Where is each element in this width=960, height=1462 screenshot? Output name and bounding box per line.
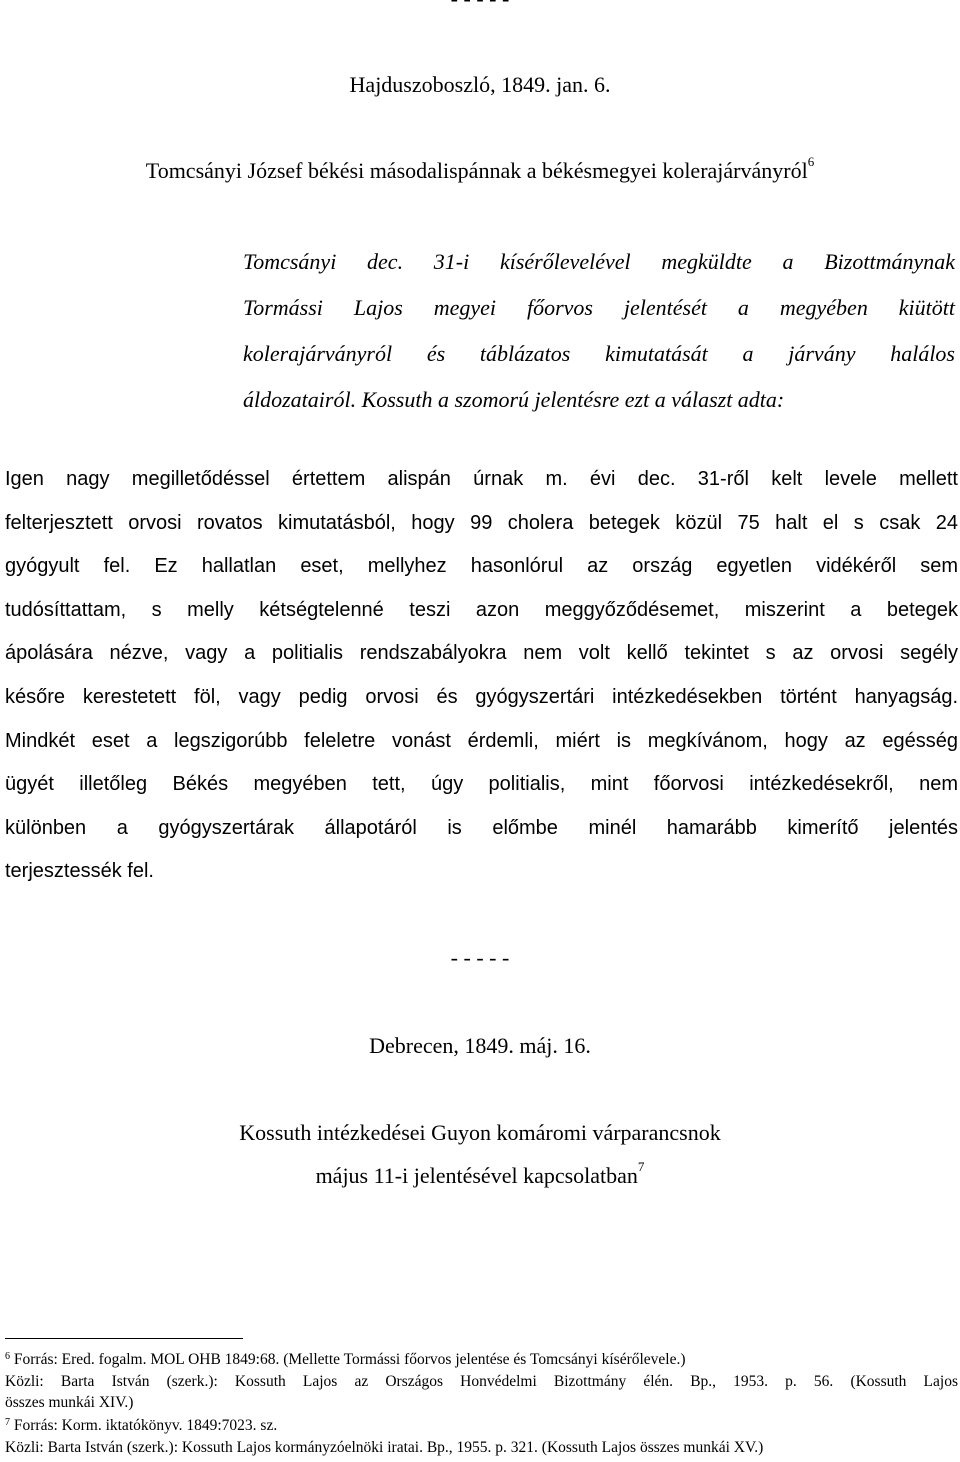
footnote-ref-6: 6 [807, 154, 815, 169]
summary-line: áldozatairól. Kossuth a szomorú jelentésre ezt a választ adta: [243, 387, 785, 412]
document-title-text: május 11-i jelentésével kapcsolatban [315, 1163, 638, 1188]
footnote-6-published: Közli: Barta István (szerk.): Kossuth Lajos az Országos Honvédelmi Bizottmány élén. Bp., 1953. p. 56. (Kossuth Lajos [5, 1373, 958, 1390]
body-line: Igen nagy megilletődéssel értettem alispán úrnak m. évi dec. 31-ről kelt levele mellett [5, 468, 958, 490]
document-title-text: Tomcsányi József békési másodalispánnak a békésmegyei kolerajárványról [145, 158, 808, 183]
footnote-text: Forrás: Ered. fogalm. MOL OHB 1849:68. (Mellette Tormássi főorvos jelentése és Tomcsányi kísérőlevele.) [13, 1351, 686, 1368]
section-separator [0, 0, 960, 12]
footnote-rule [5, 1338, 243, 1339]
document-title-line1: Kossuth intézkedései Guyon komáromi várparancsnok [239, 1120, 721, 1145]
summary-line: kolerajárványról és táblázatos kimutatását a járvány halálos [243, 341, 955, 366]
footnote-number: 6 [5, 1351, 10, 1362]
body-line: felterjesztett orvosi rovatos kimutatásból, hogy 99 cholera betegek közül 75 halt el s csak 24 [5, 511, 958, 534]
document-title-line2 [0, 1159, 960, 1189]
body-line: ápolására nézve, vagy a politialis rendszabályokra nem volt kellő tekintet s az orvosi segély [5, 642, 958, 665]
footnote-ref-7: 7 [637, 1159, 645, 1174]
document-date: Hajduszoboszló, 1849. jan. 6. [349, 72, 611, 97]
footnote-6-source [5, 1349, 958, 1370]
body-line: terjesztessék fel. [5, 860, 154, 883]
body-line: későre kerestetett föl, vagy pedig orvosi és gyógyszertári intézkedésekben történt hanyagság. [5, 685, 958, 708]
summary-line: Tomcsányi dec. 31-i kísérőlevelével megküldte a Bizottmánynak [243, 249, 955, 274]
body-line: tudósíttattam, s melly kétségtelenné teszi azon meggyőződésemet, miszerint a betegek [5, 598, 958, 621]
footnote-6-published-cont: összes munkái XIV.) [5, 1394, 134, 1411]
summary-line: Tormássi Lajos megyei főorvos jelentését a megyében kiütött [243, 295, 955, 320]
footnote-7-source [5, 1415, 958, 1436]
editorial-summary [243, 239, 955, 423]
body-line: gyógyult fel. Ez hallatlan eset, mellyhez hasonlórul az ország egyetlen vidékéről sem [5, 555, 958, 578]
section-separator: - - - - - [450, 945, 510, 970]
document-date: Debrecen, 1849. máj. 16. [369, 1033, 591, 1058]
footnote-7-published: Közli: Barta István (szerk.): Kossuth Lajos kormányzóelnöki iratai. Bp., 1955. p. 321. (Kossuth Lajos összes munkái XV.) [5, 1439, 764, 1456]
footnote-text: Forrás: Korm. iktatókönyv. 1849:7023. sz. [13, 1417, 278, 1434]
body-line: különben a gyógyszertárak állapotáról is előmbe minél hamarább kimerítő jelentés [5, 816, 958, 839]
document-title [0, 154, 960, 184]
body-line: Mindkét eset a legszigorúbb feleletre vonást érdemli, miért is megkívánom, hogy az egésség [5, 729, 958, 752]
footnote-number: 7 [5, 1417, 10, 1428]
letter-body [5, 458, 958, 894]
body-line: ügyét illetőleg Békés megyében tett, úgy politialis, mint főorvosi intézkedésekről, nem [5, 773, 958, 796]
